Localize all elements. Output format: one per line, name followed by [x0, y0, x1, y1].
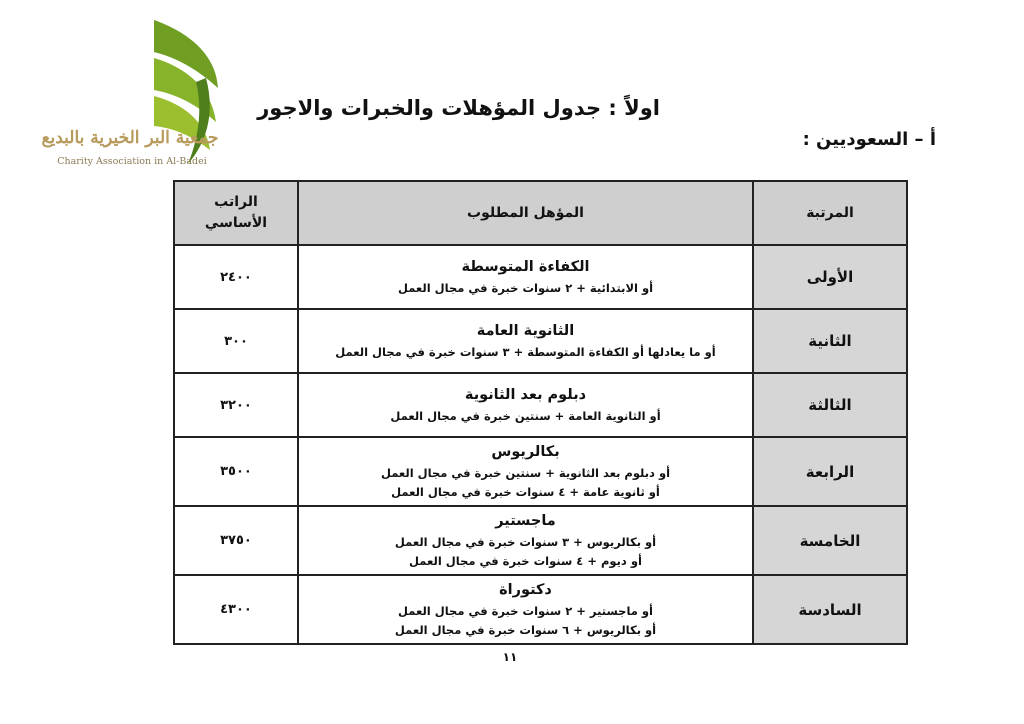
- header-rank: المرتبة: [753, 181, 907, 245]
- table-row: [174, 575, 907, 644]
- qualification-detail: أو بكالريوس + ٣ سنوات خبرة في مجال العمل: [394, 535, 657, 550]
- association-name-arabic: جمعية البر الخيرية بالبديع: [41, 128, 219, 148]
- qualification-cell: [298, 437, 753, 506]
- qualification-detail: أو ماجستير + ٢ سنوات خبرة في مجال العمل: [398, 604, 653, 619]
- qualification-detail: أو دبلوم بعد الثانوية + سنتين خبرة في مجال العمل: [380, 466, 671, 481]
- qualification-title: بكالريوس: [491, 443, 560, 460]
- salary-cell: ٤٣٠٠: [174, 575, 298, 644]
- qualification-detail: أو ديوم + ٤ سنوات خبرة في مجال العمل: [409, 554, 642, 569]
- qualification-cell: [298, 373, 753, 437]
- qualification-title: دبلوم بعد الثانوية: [464, 386, 587, 403]
- qualification-cell: [298, 309, 753, 373]
- salary-cell: ٢٤٠٠: [174, 245, 298, 309]
- table-row: [174, 437, 907, 506]
- rank-cell: الثانية: [753, 309, 907, 373]
- qualification-title: الكفاءة المتوسطة: [461, 258, 590, 275]
- qualification-cell: [298, 245, 753, 309]
- rank-cell: الأولى: [753, 245, 907, 309]
- qualifications-salary-table: [173, 180, 908, 645]
- qualification-cell: [298, 575, 753, 644]
- header-salary: الراتب الأساسي: [174, 181, 298, 245]
- qualification-detail: أو بكالريوس + ٦ سنوات خبرة في مجال العمل: [394, 623, 657, 638]
- table-row: [174, 245, 907, 309]
- page-number: ١١: [502, 650, 518, 664]
- document-title: اولاً : جدول المؤهلات والخبرات والاجور: [257, 96, 660, 120]
- salary-cell: ٣٥٠٠: [174, 437, 298, 506]
- rank-cell: السادسة: [753, 575, 907, 644]
- association-name-english: Charity Association in Al-Badei: [57, 156, 207, 167]
- table-header-row: [174, 181, 907, 245]
- rank-cell: الخامسة: [753, 506, 907, 575]
- table-row: [174, 309, 907, 373]
- qualification-cell: [298, 506, 753, 575]
- section-heading: أ – السعوديين :: [802, 129, 936, 150]
- qualification-detail: أو الثانوية العامة + سنتين خبرة في مجال العمل: [390, 409, 661, 424]
- qualification-title: الثانوية العامة: [476, 322, 575, 339]
- qualification-detail: أو ما يعادلها أو الكفاءة المتوسطة + ٣ سنوات خبرة في مجال العمل: [335, 345, 716, 360]
- salary-cell: ٣٢٠٠: [174, 373, 298, 437]
- qualification-title: دكتوراة: [499, 581, 552, 598]
- association-logo: [40, 18, 230, 178]
- rank-cell: الثالثة: [753, 373, 907, 437]
- salary-cell: ٣٧٥٠: [174, 506, 298, 575]
- qualification-title: ماجستير: [495, 512, 556, 529]
- rank-cell: الرابعة: [753, 437, 907, 506]
- header-qualification: المؤهل المطلوب: [298, 181, 753, 245]
- table-row: [174, 373, 907, 437]
- qualification-detail: أو الابتدائية + ٢ سنوات خبرة في مجال العمل: [397, 281, 654, 296]
- table-row: [174, 506, 907, 575]
- salary-cell: ٣٠٠: [174, 309, 298, 373]
- qualification-detail: أو ثانوية عامة + ٤ سنوات خبرة في مجال العمل: [391, 485, 660, 500]
